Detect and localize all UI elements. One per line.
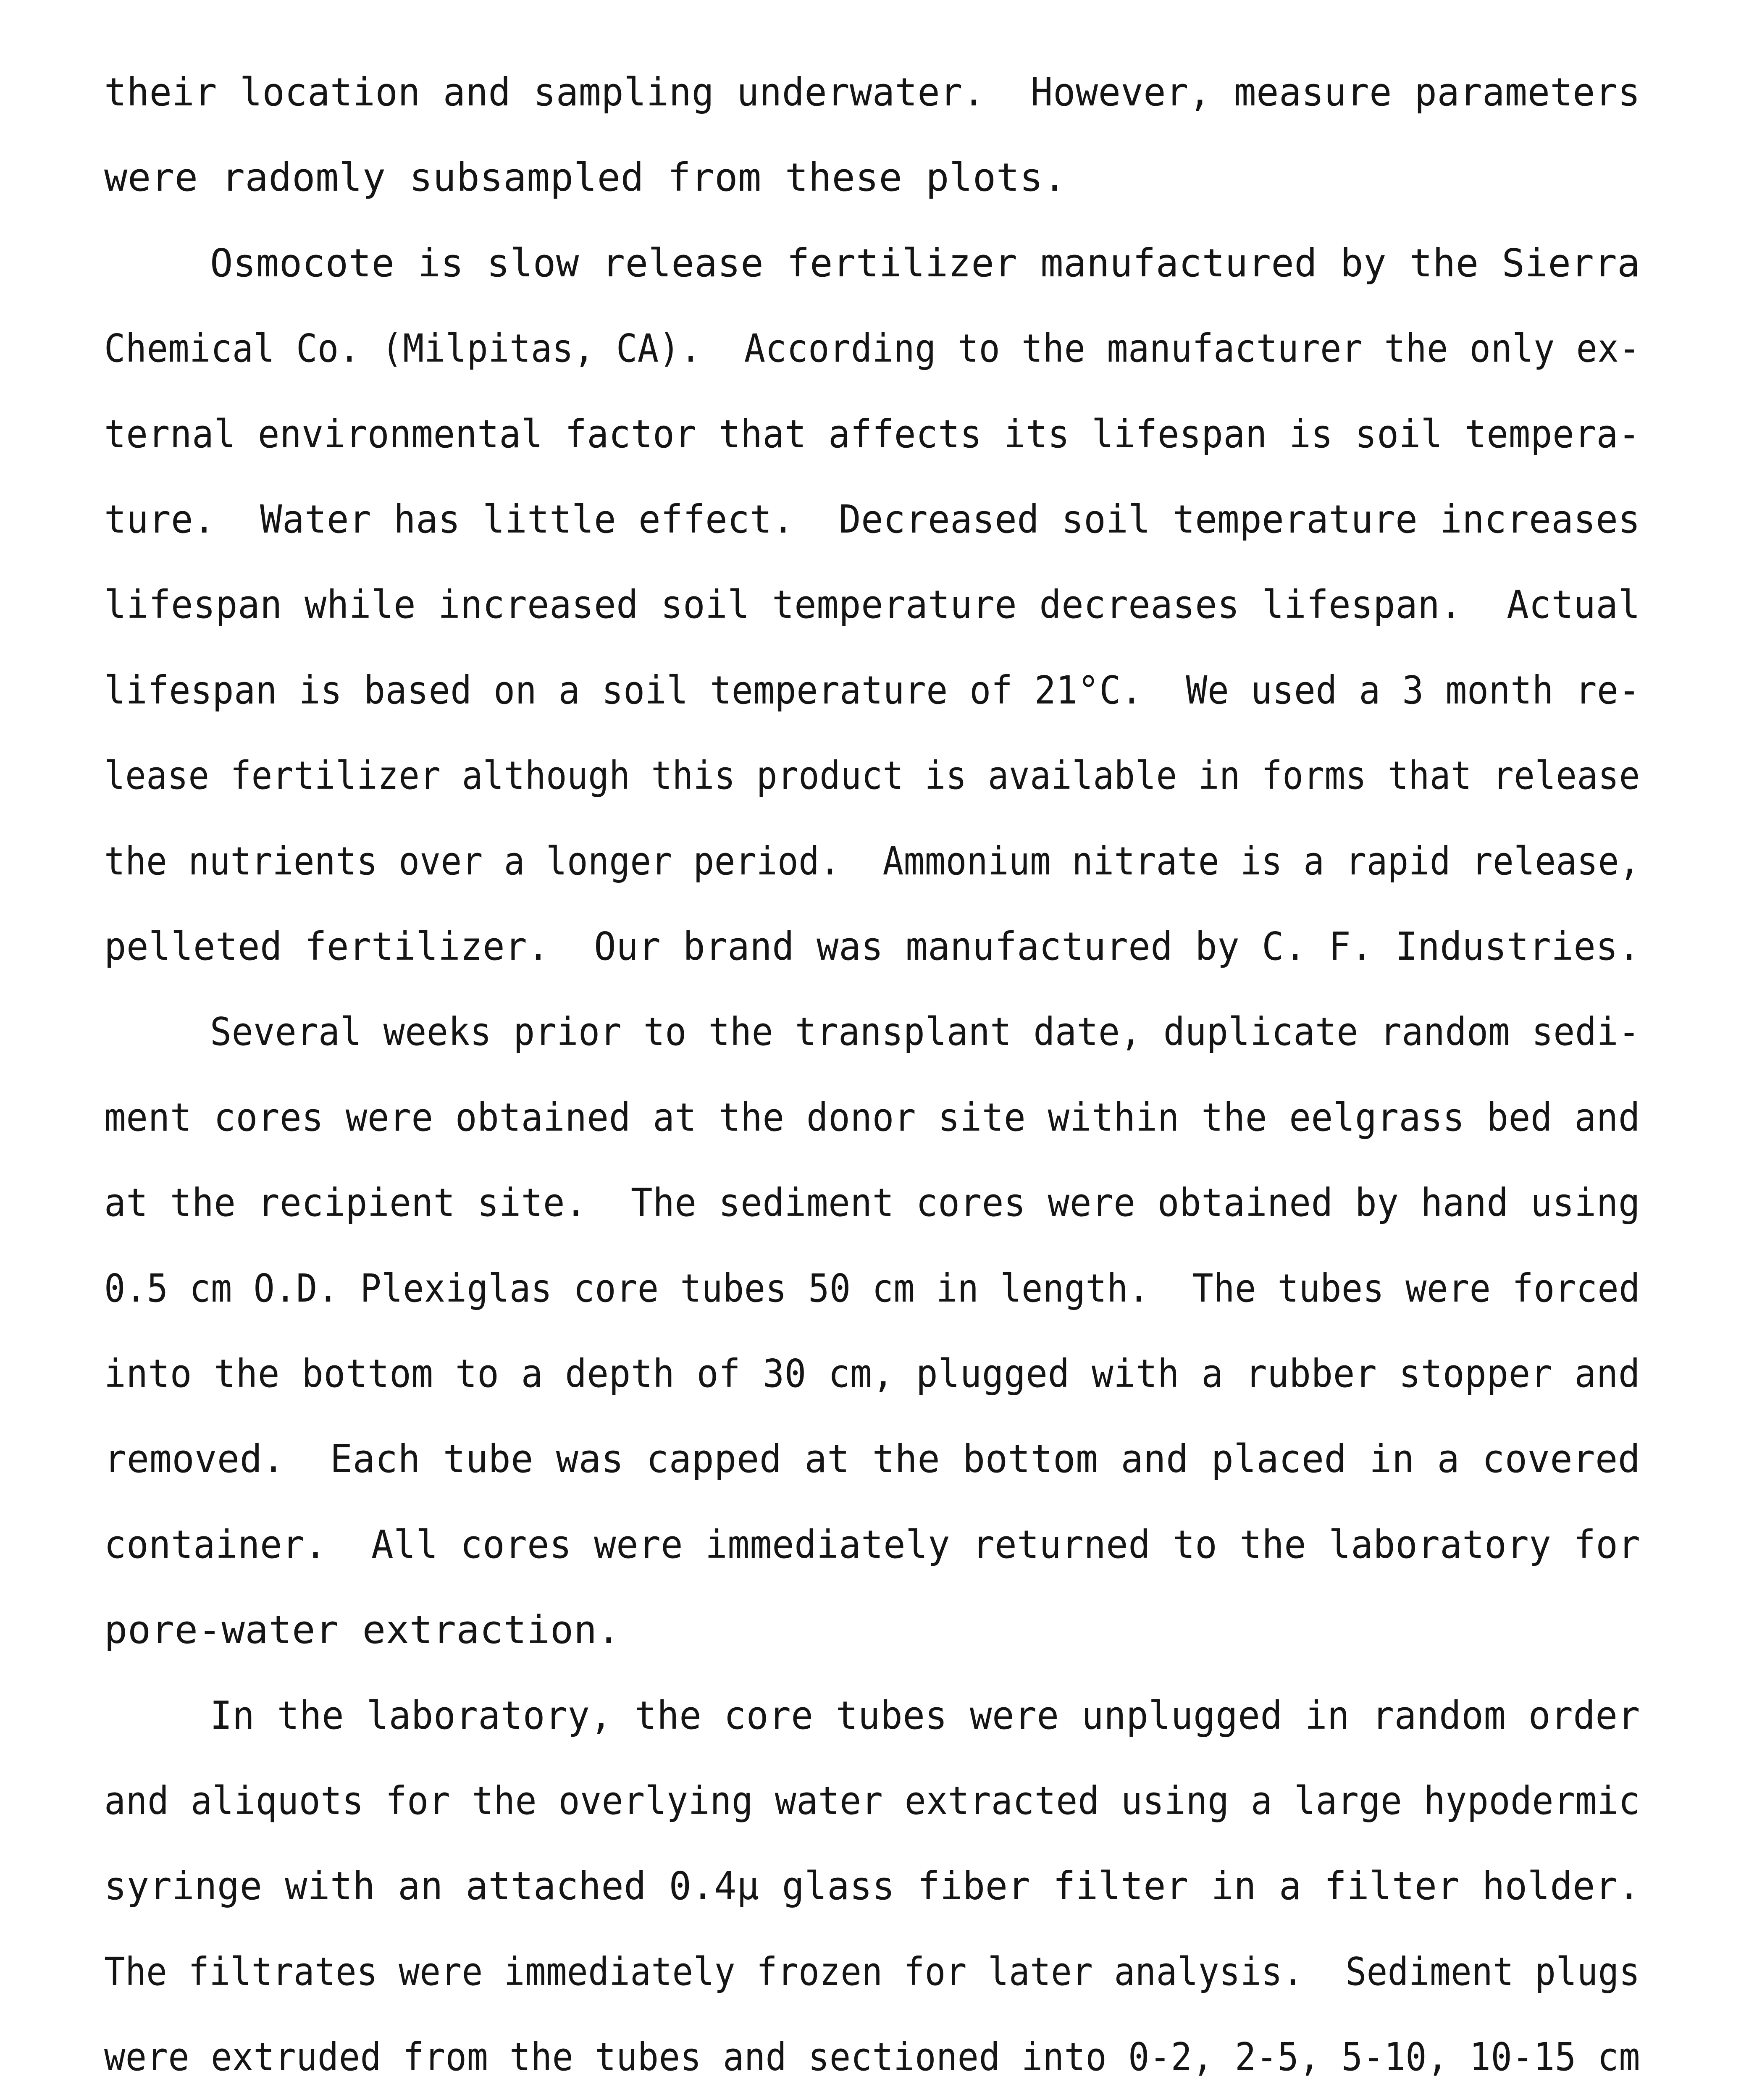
text-line: at the recipient site. The sediment cores were obtained by hand using bbox=[104, 1180, 1641, 1225]
text-line: syringe with an attached 0.4µ glass fiber filter in a filter holder. bbox=[104, 1864, 1641, 1908]
text-line: were radomly subsampled from these plots. bbox=[104, 155, 1067, 200]
text-line: lease fertilizer although this product is available in forms that release bbox=[104, 753, 1640, 798]
text-line: the nutrients over a longer period. Ammonium nitrate is a rapid release, bbox=[104, 839, 1640, 884]
text-line: into the bottom to a depth of 30 cm, plugged with a rubber stopper and bbox=[104, 1351, 1641, 1396]
text-line: lifespan is based on a soil temperature of 21°C. We used a 3 month re- bbox=[104, 668, 1641, 713]
text-line: lifespan while increased soil temperature decreases lifespan. Actual bbox=[104, 582, 1641, 627]
text-line: 0.5 cm O.D. Plexiglas core tubes 50 cm in length. The tubes were forced bbox=[104, 1266, 1640, 1311]
text-line: Several weeks prior to the transplant date, duplicate random sedi- bbox=[210, 1009, 1640, 1054]
text-line: pore-water extraction. bbox=[104, 1607, 621, 1652]
text-line: were extruded from the tubes and sectioned into 0-2, 2-5, 5-10, 10-15 cm bbox=[104, 2034, 1640, 2079]
text-line: The filtrates were immediately frozen for later analysis. Sediment plugs bbox=[104, 1949, 1640, 1994]
text-line: pelleted fertilizer. Our brand was manufactured by C. F. Industries. bbox=[104, 924, 1641, 969]
text-line: ment cores were obtained at the donor site within the eelgrass bed and bbox=[104, 1095, 1641, 1140]
text-line: ternal environmental factor that affects its lifespan is soil tempera- bbox=[104, 412, 1641, 457]
text-line: and aliquots for the overlying water extracted using a large hypodermic bbox=[104, 1778, 1641, 1823]
text-line: Chemical Co. (Milpitas, CA). According to the manufacturer the only ex- bbox=[104, 326, 1640, 371]
text-line: ture. Water has little effect. Decreased soil temperature increases bbox=[104, 497, 1641, 542]
text-line: In the laboratory, the core tubes were unplugged in random order bbox=[210, 1693, 1640, 1738]
text-line: Osmocote is slow release fertilizer manufactured by the Sierra bbox=[210, 241, 1641, 286]
text-line: their location and sampling underwater. However, measure parameters bbox=[104, 70, 1641, 115]
text-line: container. All cores were immediately returned to the laboratory for bbox=[104, 1522, 1641, 1567]
text-line: removed. Each tube was capped at the bottom and placed in a covered bbox=[104, 1436, 1641, 1481]
